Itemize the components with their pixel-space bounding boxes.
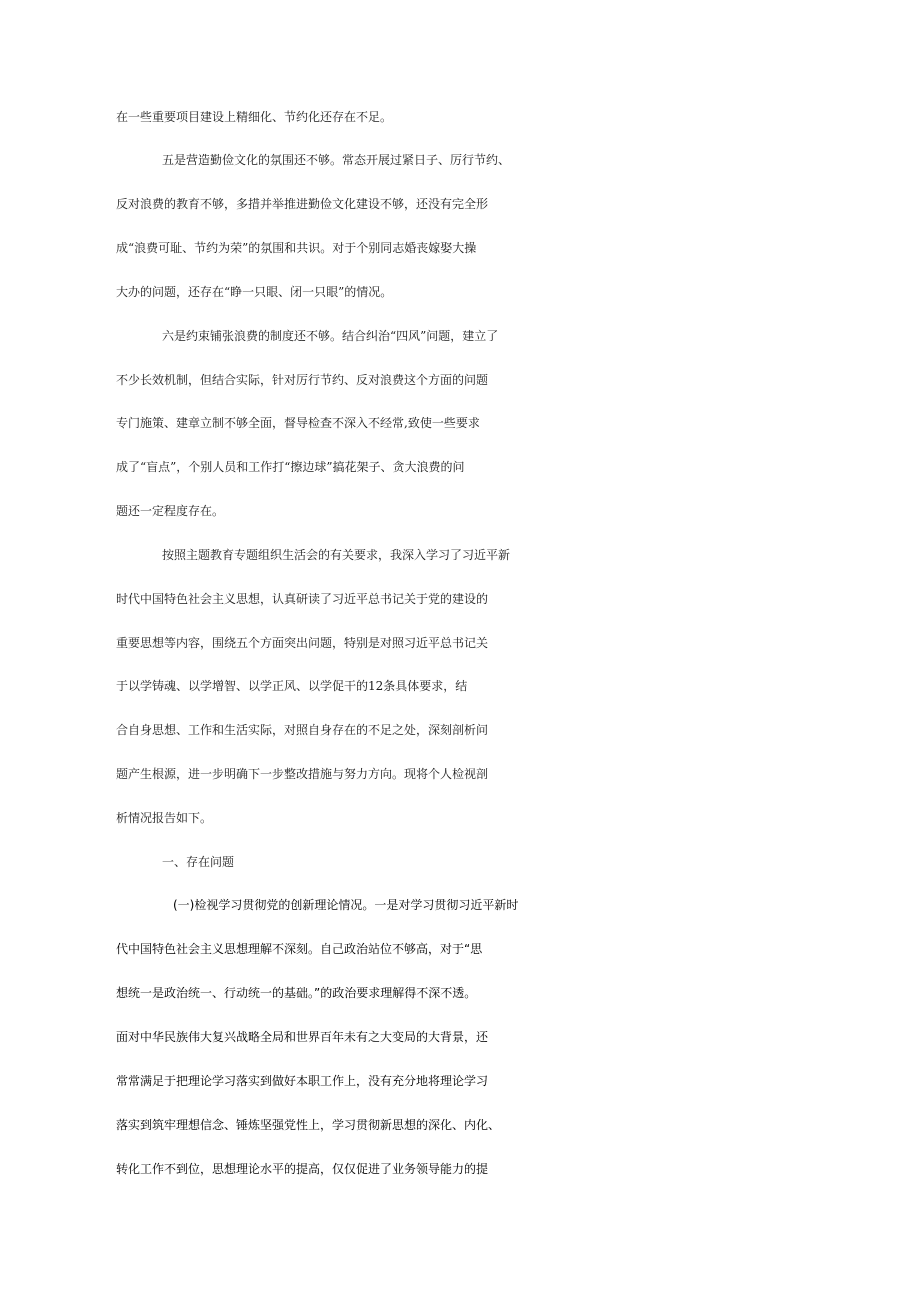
text-line: 专门施策、建章立制不够全面，督导检查不深入不经常,致使一些要求 [116, 416, 480, 430]
text-line: 转化工作不到位，思想理论水平的提高，仅仅促进了业务领导能力的提 [116, 1162, 489, 1176]
text-line: 成“浪费可耻、节约为荣”的氛围和共识。对于个别同志婚丧嫁娶大操 [116, 241, 477, 255]
text-line: (一)检视学习贯彻党的创新理论情况。一是对学习贯彻习近平新时 [173, 898, 519, 912]
text-line: 常常满足于把理论学习落实到做好本职工作上，没有充分地将理论学习 [116, 1074, 489, 1088]
text-line: 不少长效机制，但结合实际，针对厉行节约、反对浪费这个方面的问题 [116, 373, 489, 387]
text-line: 按照主题教育专题组织生活会的有关要求，我深入学习了习近平新 [162, 548, 511, 562]
text-line: 落实到筑牢理想信念、锤炼坚强党性上，学习贯彻新思想的深化、内化、 [116, 1118, 501, 1132]
text-line: 题还一定程度存在。 [116, 504, 225, 518]
text-line: 五是营造勤俭文化的氛围还不够。常态开展过紧日子、厉行节约、 [162, 153, 511, 167]
text-line: 在一些重要项目建设上精细化、节约化还存在不足。 [116, 110, 393, 124]
section-heading: 一、存在问题 [162, 855, 235, 869]
text-line: 析情况报告如下。 [116, 811, 213, 825]
text-line: 想统一是政治统一、行动统一的基础。”的政治要求理解得不深不透。 [116, 986, 477, 1000]
text-line: 合自身思想、工作和生活实际，对照自身存在的不足之处，深刻剖析问 [116, 723, 489, 737]
text-line: 成了“盲点”，个别人员和工作打“擦边球”搞花架子、贪大浪费的问 [116, 460, 465, 474]
text-line: 六是约束铺张浪费的制度还不够。结合纠治“四风”问题，建立了 [162, 329, 499, 343]
text-line: 重要思想等内容，围绕五个方面突出问题，特别是对照习近平总书记关 [116, 636, 489, 650]
text-line: 于以学铸魂、以学增智、以学正风、以学促干的12条具体要求，结 [116, 679, 468, 693]
text-line: 面对中华民族伟大复兴战略全局和世界百年未有之大变局的大背景，还 [116, 1030, 489, 1044]
text-line: 代中国特色社会主义思想理解不深刻。自己政治站位不够高，对于“思 [116, 942, 483, 956]
text-line: 时代中国特色社会主义思想，认真研读了习近平总书记关于党的建设的 [116, 592, 489, 606]
text-line: 大办的问题，还存在“睁一只眼、闭一只眼”的情况。 [116, 285, 393, 299]
text-line: 反对浪费的教育不够，多措并举推进勤俭文化建设不够，还没有完全形 [116, 197, 489, 211]
text-line: 题产生根源，进一步明确下一步整改措施与努力方向。现将个人检视剖 [116, 767, 489, 781]
